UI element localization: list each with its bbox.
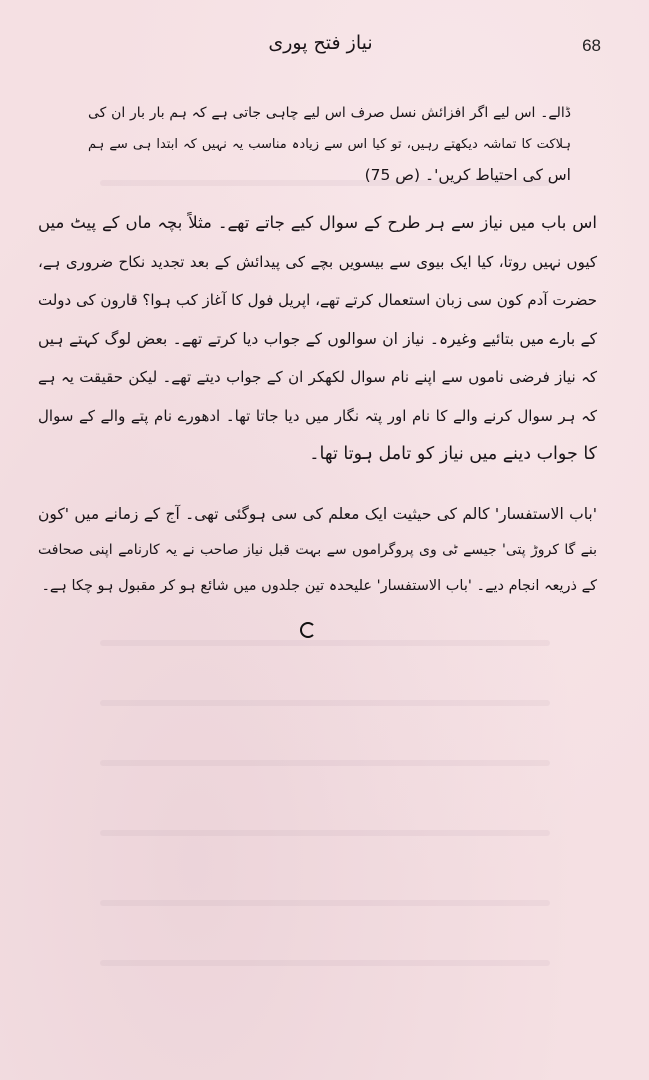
- paragraph-line: حضرت آدم کون سی زبان استعمال کرتے تھے، اپریل فول کا آغاز کب ہوا؟ قارون کی دولت: [38, 291, 597, 309]
- paragraph-line: اس باب میں نیاز سے ہر طرح کے سوال کیے جاتے تھے۔ مثلاً بچہ ماں کے پیٹ میں: [38, 213, 597, 232]
- page-header: [40, 28, 601, 68]
- paragraph-1: [38, 204, 597, 474]
- show-through-line: [100, 700, 550, 706]
- show-through-line: [100, 830, 550, 836]
- quote-line: ڈالے۔ اس لیے اگر افزائش نسل صرف اس لیے چاہی جاتی ہے کہ ہم بار بار ان کی: [88, 105, 571, 121]
- show-through-line: [100, 960, 550, 966]
- paragraph-line: کا جواب دینے میں نیاز کو تامل ہوتا تھا۔: [309, 444, 597, 464]
- block-quote: [88, 98, 571, 191]
- paragraph-line: بنے گا کروڑ پتی' جیسے ٹی وی پروگراموں سے بہت قبل نیاز صاحب نے یہ کارنامے اپنی صحافت: [38, 542, 597, 558]
- running-head: نیاز فتح پوری: [268, 32, 373, 54]
- paragraph-line: کہ ہر سوال کرنے والے کا نام اور پتہ نگار میں دیا جاتا تھا۔ ادھورے نام پتے والے کے سوال: [38, 406, 597, 425]
- paragraph-line: 'باب الاستفسار' کالم کی حیثیت ایک معلم کی سی ہوگئی تھی۔ آج کے زمانے میں 'کون: [38, 505, 597, 523]
- paragraph-line: کے ذریعہ انجام دیے۔ 'باب الاستفسار' علیحدہ تین جلدوں میں شائع ہو کر مقبول ہو چکا ہے۔: [41, 578, 597, 594]
- paragraph-2: [38, 496, 597, 604]
- section-end-icon: [300, 622, 316, 638]
- show-through-line: [100, 640, 550, 646]
- page-number: 68: [582, 36, 601, 55]
- quote-line: اس کی احتیاط کریں'۔ (ص 75): [364, 166, 571, 184]
- paragraph-line: کے بارے میں بتائیے وغیرہ۔ نیاز ان سوالوں کے جواب دیا کرتے تھے۔ بعض لوگ کہتے ہیں: [38, 329, 597, 348]
- show-through-line: [100, 900, 550, 906]
- quote-line: ہلاکت کا تماشہ دیکھتے رہیں، تو کیا اس سے زیادہ مناسب یہ نہیں کہ ابتدا ہی سے ہم: [88, 137, 571, 152]
- show-through-line: [100, 760, 550, 766]
- paragraph-line: کہ نیاز فرضی ناموں سے اپنے نام سوال لکھکر ان کے جواب دیتے تھے۔ لیکن حقیقت یہ ہے: [38, 368, 597, 386]
- paragraph-line: کیوں نہیں روتا، کیا ایک بیوی سے بیسویں بچے کی پیدائش کے بعد تجدید نکاح ضروری ہے،: [38, 252, 597, 271]
